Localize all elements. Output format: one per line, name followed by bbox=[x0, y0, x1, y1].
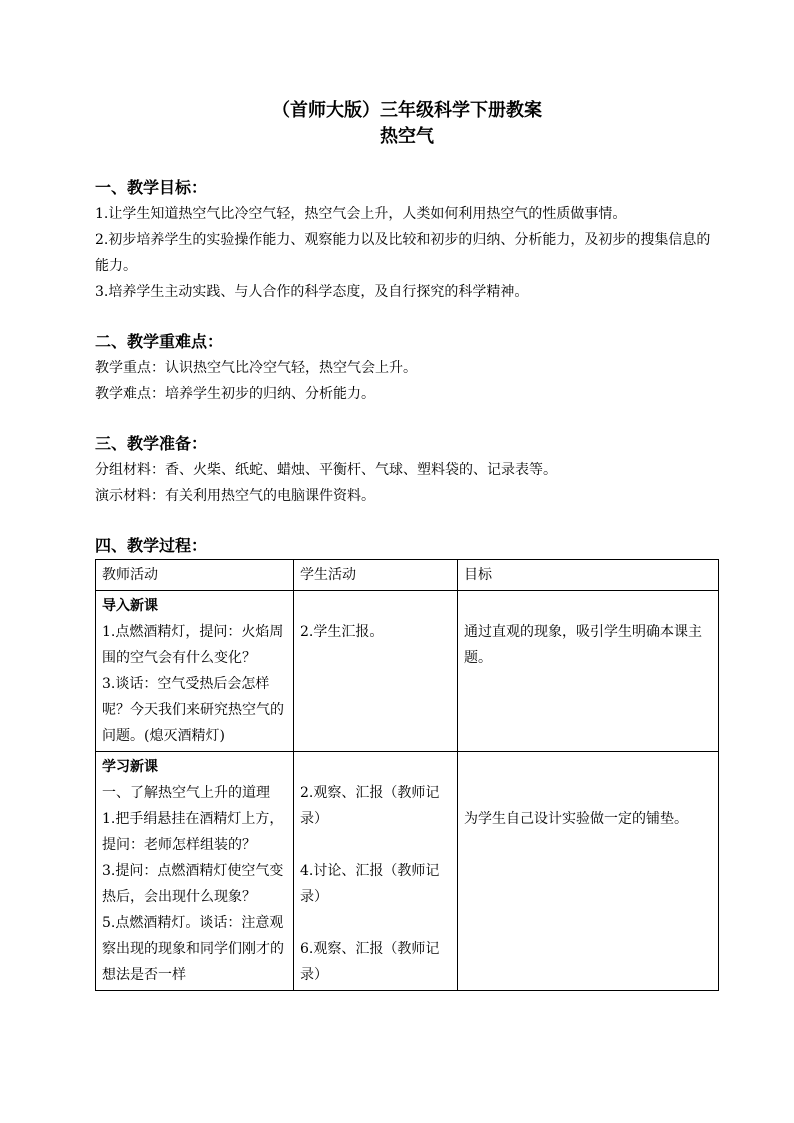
student-line: 4.讨论、汇报（教师记录） bbox=[300, 863, 440, 905]
section-4-heading: 四、教学过程： bbox=[95, 536, 208, 555]
document-title: （首师大版）三年级科学下册教案 bbox=[272, 100, 542, 121]
teacher-line: 3.提问：点燃酒精灯使空气变热后，会出现什么现象？ bbox=[102, 863, 284, 905]
objective-item-3: 3.培养学生主动实践、与人合作的科学态度，及自行探究的科学精神。 bbox=[95, 284, 529, 300]
row-title: 导入新课 bbox=[102, 598, 158, 614]
section-2-heading: 二、教学重难点： bbox=[95, 332, 224, 351]
goal-text: 通过直观的现象，吸引学生明确本课主题。 bbox=[464, 624, 702, 666]
difficult-point: 教学难点：培养学生初步的归纳、分析能力。 bbox=[95, 386, 375, 402]
teacher-line: 1.把手绢悬挂在酒精灯上方，提问：老师怎样组装的？ bbox=[102, 811, 284, 853]
goal-cell bbox=[458, 752, 719, 991]
teacher-line: 5.点燃酒精灯。谈话：注意观察出现的现象和同学们刚才的想法是否一样 bbox=[102, 915, 284, 983]
teacher-activity-cell bbox=[96, 752, 294, 991]
objective-item-2: 2.初步培养学生的实验操作能力、观察能力以及比较和初步的归纳、分析能力，及初步的搜集信息的能力。 bbox=[95, 232, 711, 274]
header-student-activity: 学生活动 bbox=[294, 560, 458, 591]
key-point: 教学重点：认识热空气比冷空气轻，热空气会上升。 bbox=[95, 360, 417, 376]
header-teacher-activity: 教师活动 bbox=[96, 560, 294, 591]
document-subtitle: 热空气 bbox=[380, 126, 434, 147]
demo-materials: 演示材料：有关利用热空气的电脑课件资料。 bbox=[95, 488, 375, 504]
table-row bbox=[96, 591, 719, 752]
student-activity-cell bbox=[294, 591, 458, 752]
teacher-activity-cell bbox=[96, 591, 294, 752]
student-line: 2.观察、汇报（教师记录） bbox=[300, 785, 440, 827]
teacher-line: 一、了解热空气上升的道理 bbox=[102, 785, 270, 801]
student-line: 2.学生汇报。 bbox=[300, 624, 384, 640]
teaching-process-table bbox=[95, 559, 719, 991]
student-line: 6.观察、汇报（教师记录） bbox=[300, 941, 440, 983]
table-row bbox=[96, 752, 719, 991]
teacher-line: 1.点燃酒精灯，提问：火焰周围的空气会有什么变化？ bbox=[102, 624, 284, 666]
header-goal: 目标 bbox=[458, 560, 719, 591]
goal-cell bbox=[458, 591, 719, 752]
table-header-row bbox=[96, 560, 719, 591]
student-activity-cell bbox=[294, 752, 458, 991]
document-page bbox=[95, 98, 719, 991]
group-materials: 分组材料：香、火柴、纸蛇、蜡烛、平衡杆、气球、塑料袋的、记录表等。 bbox=[95, 462, 557, 478]
teacher-line: 3.谈话：空气受热后会怎样呢？今天我们来研究热空气的问题。(熄灭酒精灯) bbox=[102, 676, 284, 744]
section-3-heading: 三、教学准备： bbox=[95, 434, 208, 453]
objective-item-1: 1.让学生知道热空气比冷空气轻，热空气会上升，人类如何利用热空气的性质做事情。 bbox=[95, 206, 627, 222]
section-1-heading: 一、教学目标： bbox=[95, 178, 208, 197]
goal-text: 为学生自己设计实验做一定的铺垫。 bbox=[464, 811, 688, 827]
row-title: 学习新课 bbox=[102, 759, 158, 775]
